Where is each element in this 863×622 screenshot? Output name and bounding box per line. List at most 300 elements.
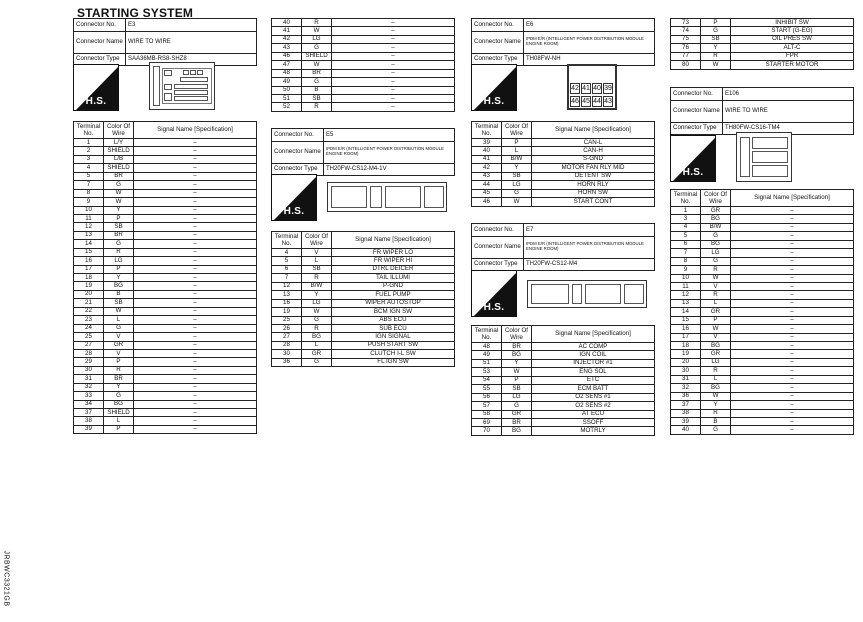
signal-cell: – — [134, 316, 257, 324]
pin-row — [74, 147, 257, 155]
terminal-cell: 19 — [74, 282, 104, 290]
color-cell: SB — [302, 265, 332, 273]
pin-row — [74, 164, 257, 172]
pin-row — [671, 426, 854, 434]
pin-row — [671, 409, 854, 417]
signal-cell: – — [731, 358, 854, 366]
signal-cell: DTRL DEICER — [332, 265, 455, 273]
signal-cell: – — [731, 325, 854, 333]
terminal-cell: 30 — [272, 350, 302, 358]
terminal-cell: 55 — [472, 385, 502, 393]
color-cell: BR — [502, 418, 532, 426]
signal-cell: – — [134, 155, 257, 163]
pin-row — [272, 316, 455, 324]
signal-cell: – — [134, 214, 257, 222]
color-cell: B/W — [302, 282, 332, 290]
e106-connector-type: TH80FW-CS16-TM4 — [723, 122, 854, 135]
pin-row — [272, 358, 455, 366]
pin-row — [74, 409, 257, 417]
signal-cell: FUEL PUMP — [332, 291, 455, 299]
color-cell: GR — [701, 207, 731, 215]
signal-cell: – — [731, 232, 854, 240]
signal-cell: – — [731, 291, 854, 299]
e106-connector-no: E106 — [723, 88, 854, 101]
color-cell: R — [302, 324, 332, 332]
terminal-cell: 26 — [272, 324, 302, 332]
signal-cell: – — [134, 425, 257, 433]
pin-row — [74, 172, 257, 180]
signal-cell: – — [332, 44, 455, 52]
signal-cell: – — [134, 400, 257, 408]
signal-cell: WIPER AUTOSTOP — [332, 299, 455, 307]
signal-cell: – — [134, 172, 257, 180]
terminal-cell: 46 — [272, 52, 302, 60]
terminal-cell: 11 — [671, 282, 701, 290]
pin-row — [74, 425, 257, 433]
connector-e6-info: Connector No. E6 Connector Name IPDM E/R (INTELLIGENT POWER DISTRIBUTION MODULE ENGINE ROOM) Connector Type TH08FW-NH — [471, 18, 655, 66]
color-cell: P — [104, 214, 134, 222]
pin-row — [74, 324, 257, 332]
terminal-cell: 1 — [74, 139, 104, 147]
signal-cell: OIL PRES SW — [731, 35, 854, 43]
terminal-cell: 49 — [272, 78, 302, 86]
e3-connector-name: WIRE TO WIRE — [126, 31, 257, 53]
color-cell: Y — [104, 274, 134, 282]
color-cell: LG — [701, 358, 731, 366]
signal-cell: AC COMP — [532, 343, 655, 351]
e3-connector-face — [149, 62, 215, 110]
pin-row — [671, 384, 854, 392]
connector-e106-info: Connector No. E106 Connector Name WIRE TO WIRE Connector Type TH80FW-CS16-TM4 — [670, 87, 854, 135]
signal-cell: DETENT SW — [532, 172, 655, 180]
e6-connector-no: E6 — [524, 19, 655, 32]
pin-row — [671, 249, 854, 257]
terminal-cell: 3 — [74, 155, 104, 163]
signal-cell: – — [731, 308, 854, 316]
pin-row — [74, 383, 257, 391]
color-cell: G — [104, 181, 134, 189]
e3-figure — [73, 62, 257, 112]
color-cell: G — [701, 27, 731, 35]
color-cell: BR — [104, 172, 134, 180]
pin-row — [671, 316, 854, 324]
terminal-cell: 2 — [74, 147, 104, 155]
terminal-cell: 25 — [74, 333, 104, 341]
pin-row — [272, 257, 455, 265]
pin-row — [671, 215, 854, 223]
terminal-cell: 43 — [472, 172, 502, 180]
signal-cell: – — [134, 139, 257, 147]
signal-cell: ENG SOL — [532, 368, 655, 376]
pin-row — [671, 207, 854, 215]
terminal-cell: 77 — [671, 52, 701, 60]
color-cell: V — [104, 349, 134, 357]
color-cell: B — [104, 290, 134, 298]
terminal-cell: 16 — [74, 257, 104, 265]
connector-pin-label: 43 — [604, 98, 612, 105]
color-cell: V — [701, 333, 731, 341]
pin-row — [472, 139, 655, 147]
terminal-cell: 10 — [671, 274, 701, 282]
pin-row — [472, 164, 655, 172]
terminal-cell: 32 — [671, 384, 701, 392]
terminal-cell: 51 — [272, 94, 302, 102]
terminal-cell: 18 — [671, 342, 701, 350]
color-cell: V — [701, 282, 731, 290]
color-header: Color Of Wire — [104, 122, 134, 139]
pin-row — [74, 417, 257, 425]
color-cell: LG — [302, 299, 332, 307]
color-cell: BG — [104, 400, 134, 408]
color-cell: B — [701, 417, 731, 425]
terminal-cell: 14 — [74, 240, 104, 248]
terminal-cell: 1 — [671, 207, 701, 215]
terminal-cell: 39 — [472, 139, 502, 147]
color-cell: W — [302, 61, 332, 69]
hs-harness-side-icon: H.S. — [670, 135, 716, 182]
terminal-cell: 9 — [671, 266, 701, 274]
pin-row — [272, 249, 455, 257]
terminal-cell: 16 — [272, 299, 302, 307]
terminal-cell: 27 — [74, 341, 104, 349]
color-cell: L/B — [104, 155, 134, 163]
color-cell: BG — [502, 351, 532, 359]
signal-cell: – — [134, 392, 257, 400]
pin-row — [472, 410, 655, 418]
signal-cell: PUSH START SW — [332, 341, 455, 349]
signal-cell: – — [332, 78, 455, 86]
terminal-cell: 48 — [272, 69, 302, 77]
signal-cell: – — [134, 206, 257, 214]
signal-cell: CAN-H — [532, 147, 655, 155]
terminal-cell: 20 — [74, 290, 104, 298]
terminal-cell: 48 — [472, 343, 502, 351]
pin-row — [74, 223, 257, 231]
color-cell: W — [104, 198, 134, 206]
color-cell: R — [302, 274, 332, 282]
color-cell: L — [701, 375, 731, 383]
terminal-cell: 15 — [74, 248, 104, 256]
pin-row — [272, 282, 455, 290]
e5-pin-table: Terminal No. Color Of Wire Signal Name [Specification] 4 V FR WIPER LO 5 L FR WIPER HI 6 SB DTRL DEICER 7 R TAIL ILLUMI 12 B/W P-GND 13 Y FUEL PUMP 16 LG WIPER AUTOSTOP 19 W BCM IGN SW 25 G ABS ECU 26 R SUB ECU 27 BG IGN SIGNAL 28 L PUSH START SW 30 GR CLUTCH I-L SW 36 G FL IGN SW — [271, 231, 455, 367]
signal-cell: – — [134, 383, 257, 391]
color-cell: GR — [302, 350, 332, 358]
pin-row — [671, 52, 854, 60]
pin-row — [671, 417, 854, 425]
signal-cell: CAN-L — [532, 139, 655, 147]
pin-row — [74, 307, 257, 315]
signal-cell: S-GND — [532, 155, 655, 163]
color-cell: BG — [302, 333, 332, 341]
terminal-cell: 4 — [74, 164, 104, 172]
e7-connector-type: TH20FW-CS12-M4 — [524, 258, 655, 271]
signal-cell: MOTRLY — [532, 427, 655, 435]
pin-row — [74, 375, 257, 383]
signal-cell: – — [731, 249, 854, 257]
terminal-cell: 36 — [272, 358, 302, 366]
color-cell: LG — [502, 181, 532, 189]
pin-row — [272, 52, 455, 60]
terminal-cell: 75 — [671, 35, 701, 43]
pin-row — [74, 139, 257, 147]
color-cell: G — [104, 392, 134, 400]
e5-figure — [271, 172, 455, 222]
e6-figure — [471, 62, 655, 112]
pin-row — [272, 27, 455, 35]
signal-cell: – — [731, 266, 854, 274]
terminal-cell: 22 — [74, 307, 104, 315]
pin-row — [472, 393, 655, 401]
terminal-cell: 17 — [74, 265, 104, 273]
pin-row — [472, 351, 655, 359]
terminal-cell: 40 — [472, 147, 502, 155]
terminal-cell: 39 — [74, 425, 104, 433]
signal-cell: – — [731, 333, 854, 341]
signal-cell: BCM IGN SW — [332, 308, 455, 316]
pin-row — [272, 78, 455, 86]
color-cell: SB — [502, 385, 532, 393]
signal-cell: – — [134, 366, 257, 374]
terminal-cell: 14 — [671, 308, 701, 316]
pin-row — [74, 155, 257, 163]
signal-cell: – — [134, 189, 257, 197]
signal-cell: – — [134, 290, 257, 298]
e5-connector-face — [327, 182, 447, 212]
e7-connector-name: IPDM E/R (INTELLIGENT POWER DISTRIBUTION MODULE ENGINE ROOM) — [524, 236, 655, 258]
signal-cell: – — [731, 417, 854, 425]
terminal-cell: 7 — [74, 181, 104, 189]
pin-row — [272, 265, 455, 273]
pin-row — [74, 299, 257, 307]
terminal-cell: 34 — [74, 400, 104, 408]
connector-pin-label: 42 — [571, 85, 579, 92]
e106-pin-table: Terminal No. Color Of Wire Signal Name [Specification] 1 GR – 3 BG – 4 B/W – 5 G – 6 BG – 7 LG – 8 G – 9 R – 10 W – 11 V – 12 R – 13 L – 14 GR – 15 P – 16 W – 17 V – 18 BG – 19 GR – 20 LG – 30 R – 31 L – 32 BG – 36 W – 37 Y – 38 R – 39 B – 40 G – — [670, 189, 854, 435]
signal-cell: – — [134, 375, 257, 383]
terminal-cell: 47 — [272, 61, 302, 69]
signal-cell: TAIL ILLUMI — [332, 274, 455, 282]
signal-cell: – — [332, 52, 455, 60]
color-cell: G — [302, 44, 332, 52]
pin-row — [671, 325, 854, 333]
terminal-cell: 8 — [74, 189, 104, 197]
terminal-cell: 43 — [272, 44, 302, 52]
signal-cell: – — [134, 240, 257, 248]
terminal-cell: 11 — [74, 214, 104, 222]
signal-cell: – — [134, 147, 257, 155]
terminal-cell: 42 — [472, 164, 502, 172]
pin-row — [671, 392, 854, 400]
pin-row — [272, 94, 455, 102]
color-cell: R — [701, 266, 731, 274]
pin-row — [74, 349, 257, 357]
color-cell: LG — [104, 257, 134, 265]
pin-row — [74, 214, 257, 222]
pin-row — [74, 358, 257, 366]
terminal-cell: 38 — [671, 409, 701, 417]
terminal-cell: 36 — [671, 392, 701, 400]
terminal-cell: 18 — [74, 274, 104, 282]
color-cell: BR — [502, 343, 532, 351]
pin-row — [671, 257, 854, 265]
pin-row — [472, 172, 655, 180]
signal-cell: – — [134, 409, 257, 417]
color-cell: W — [701, 392, 731, 400]
color-cell: GR — [701, 350, 731, 358]
pin-row — [74, 240, 257, 248]
signal-cell: – — [731, 367, 854, 375]
pin-row — [671, 375, 854, 383]
signal-cell: FR WIPER HI — [332, 257, 455, 265]
color-cell: R — [701, 367, 731, 375]
connector-pin-label: 46 — [571, 98, 579, 105]
signal-cell: FPR — [731, 52, 854, 60]
signal-cell: HORN SW — [532, 189, 655, 197]
terminal-cell: 13 — [272, 291, 302, 299]
color-cell: Y — [701, 44, 731, 52]
color-cell: P — [104, 265, 134, 273]
e106-connector-face — [736, 132, 792, 182]
color-cell: W — [302, 308, 332, 316]
color-cell: LG — [502, 393, 532, 401]
color-cell: R — [302, 103, 332, 111]
color-cell: L — [302, 341, 332, 349]
signal-cell: – — [731, 215, 854, 223]
pin-row — [671, 240, 854, 248]
connector-pin-label: 44 — [593, 98, 601, 105]
signal-cell: – — [731, 392, 854, 400]
color-cell: G — [701, 257, 731, 265]
terminal-cell: 15 — [671, 316, 701, 324]
color-cell: P — [104, 425, 134, 433]
terminal-cell: 28 — [272, 341, 302, 349]
terminal-cell: 30 — [74, 366, 104, 374]
color-cell: Y — [302, 291, 332, 299]
signal-cell: – — [134, 198, 257, 206]
pin-row — [74, 257, 257, 265]
pin-row — [74, 248, 257, 256]
pin-row — [272, 350, 455, 358]
e106-connector-name: WIRE TO WIRE — [723, 100, 854, 122]
color-cell: W — [104, 189, 134, 197]
terminal-cell: 31 — [671, 375, 701, 383]
pin-row — [272, 44, 455, 52]
color-cell: G — [302, 78, 332, 86]
e3-continued-table — [271, 18, 455, 112]
color-cell: SB — [104, 223, 134, 231]
terminal-cell: 44 — [472, 181, 502, 189]
terminal-cell: 13 — [74, 231, 104, 239]
color-cell: SHIELD — [104, 164, 134, 172]
color-cell: P — [502, 139, 532, 147]
page-title: STARTING SYSTEM — [77, 6, 194, 20]
terminal-cell: 73 — [671, 19, 701, 27]
pin-row — [671, 274, 854, 282]
color-cell: L — [104, 316, 134, 324]
terminal-cell: 6 — [272, 265, 302, 273]
signal-cell: – — [134, 333, 257, 341]
pin-row — [74, 282, 257, 290]
pin-row — [671, 342, 854, 350]
hs-harness-side-icon: H.S. — [471, 64, 517, 111]
connector-pin-label: 40 — [593, 85, 601, 92]
signal-cell: – — [134, 223, 257, 231]
terminal-cell: 40 — [272, 19, 302, 27]
signal-cell: FL IGN SW — [332, 358, 455, 366]
color-cell: L/Y — [104, 139, 134, 147]
terminal-cell: 5 — [74, 172, 104, 180]
pin-row — [671, 291, 854, 299]
color-cell: W — [701, 325, 731, 333]
pin-row — [272, 103, 455, 111]
color-cell: Y — [502, 359, 532, 367]
signal-cell: IGN SIGNAL — [332, 333, 455, 341]
terminal-cell: 45 — [472, 189, 502, 197]
signal-cell: – — [731, 316, 854, 324]
signal-cell: – — [134, 299, 257, 307]
terminal-header: Terminal No. — [74, 122, 104, 139]
e3-connector-type: SAA36MB-RS8-SHZ8 — [126, 53, 257, 66]
signal-cell: – — [731, 274, 854, 282]
pin-row — [472, 155, 655, 163]
color-cell: L — [502, 147, 532, 155]
document-code: JRBWC3321GB — [2, 550, 10, 607]
color-cell: R — [701, 291, 731, 299]
terminal-cell: 30 — [671, 367, 701, 375]
signal-cell: IGN COIL — [532, 351, 655, 359]
e5-connector-type: TH20FW-CS12-M4-1V — [324, 163, 455, 176]
terminal-cell: 27 — [272, 333, 302, 341]
terminal-cell: 4 — [671, 223, 701, 231]
e6-connector-name: IPDM E/R (INTELLIGENT POWER DISTRIBUTION MODULE ENGINE ROOM) — [524, 31, 655, 53]
color-cell: BR — [104, 231, 134, 239]
pin-row — [272, 333, 455, 341]
terminal-cell: 5 — [272, 257, 302, 265]
pin-row — [472, 181, 655, 189]
hs-harness-side-icon: H.S. — [73, 64, 119, 111]
pin-row — [74, 400, 257, 408]
terminal-cell: 37 — [671, 401, 701, 409]
terminal-cell: 37 — [74, 409, 104, 417]
color-cell: P — [701, 19, 731, 27]
terminal-cell: 70 — [472, 427, 502, 435]
label-connector-no: Connector No. — [74, 19, 126, 32]
terminal-cell: 8 — [671, 257, 701, 265]
terminal-cell: 16 — [671, 325, 701, 333]
e7-continued-table — [670, 18, 854, 70]
pin-row — [272, 274, 455, 282]
terminal-cell: 10 — [74, 206, 104, 214]
terminal-cell: 51 — [472, 359, 502, 367]
pin-row — [272, 69, 455, 77]
e5-connector-name: IPDM E/R (INTELLIGENT POWER DISTRIBUTION MODULE ENGINE ROOM) — [324, 141, 455, 163]
color-cell: LG — [701, 249, 731, 257]
color-cell: SB — [302, 94, 332, 102]
pin-row — [74, 274, 257, 282]
signal-cell: O2 SENS #2 — [532, 402, 655, 410]
e6-pin-table: Terminal No. Color Of Wire Signal Name [Specification] 39 P CAN-L 40 L CAN-H 41 B/W S-GND 42 Y MOTOR FAN RLY MID 43 SB DETENT SW 44 LG HORN RLY 45 G HORN SW 46 W START CONT — [471, 121, 655, 207]
terminal-cell: 21 — [74, 299, 104, 307]
pin-row — [74, 189, 257, 197]
color-cell: W — [502, 198, 532, 206]
color-cell: BR — [104, 375, 134, 383]
terminal-cell: 12 — [74, 223, 104, 231]
label-connector-type: Connector Type — [74, 53, 126, 66]
signal-cell: – — [134, 265, 257, 273]
signal-cell: – — [134, 164, 257, 172]
e6-connector-type: TH08FW-NH — [524, 53, 655, 66]
connector-e7-info: Connector No. E7 Connector Name IPDM E/R (INTELLIGENT POWER DISTRIBUTION MODULE ENGINE ROOM) Connector Type TH20FW-CS12-M4 — [471, 223, 655, 271]
color-cell: Y — [104, 383, 134, 391]
